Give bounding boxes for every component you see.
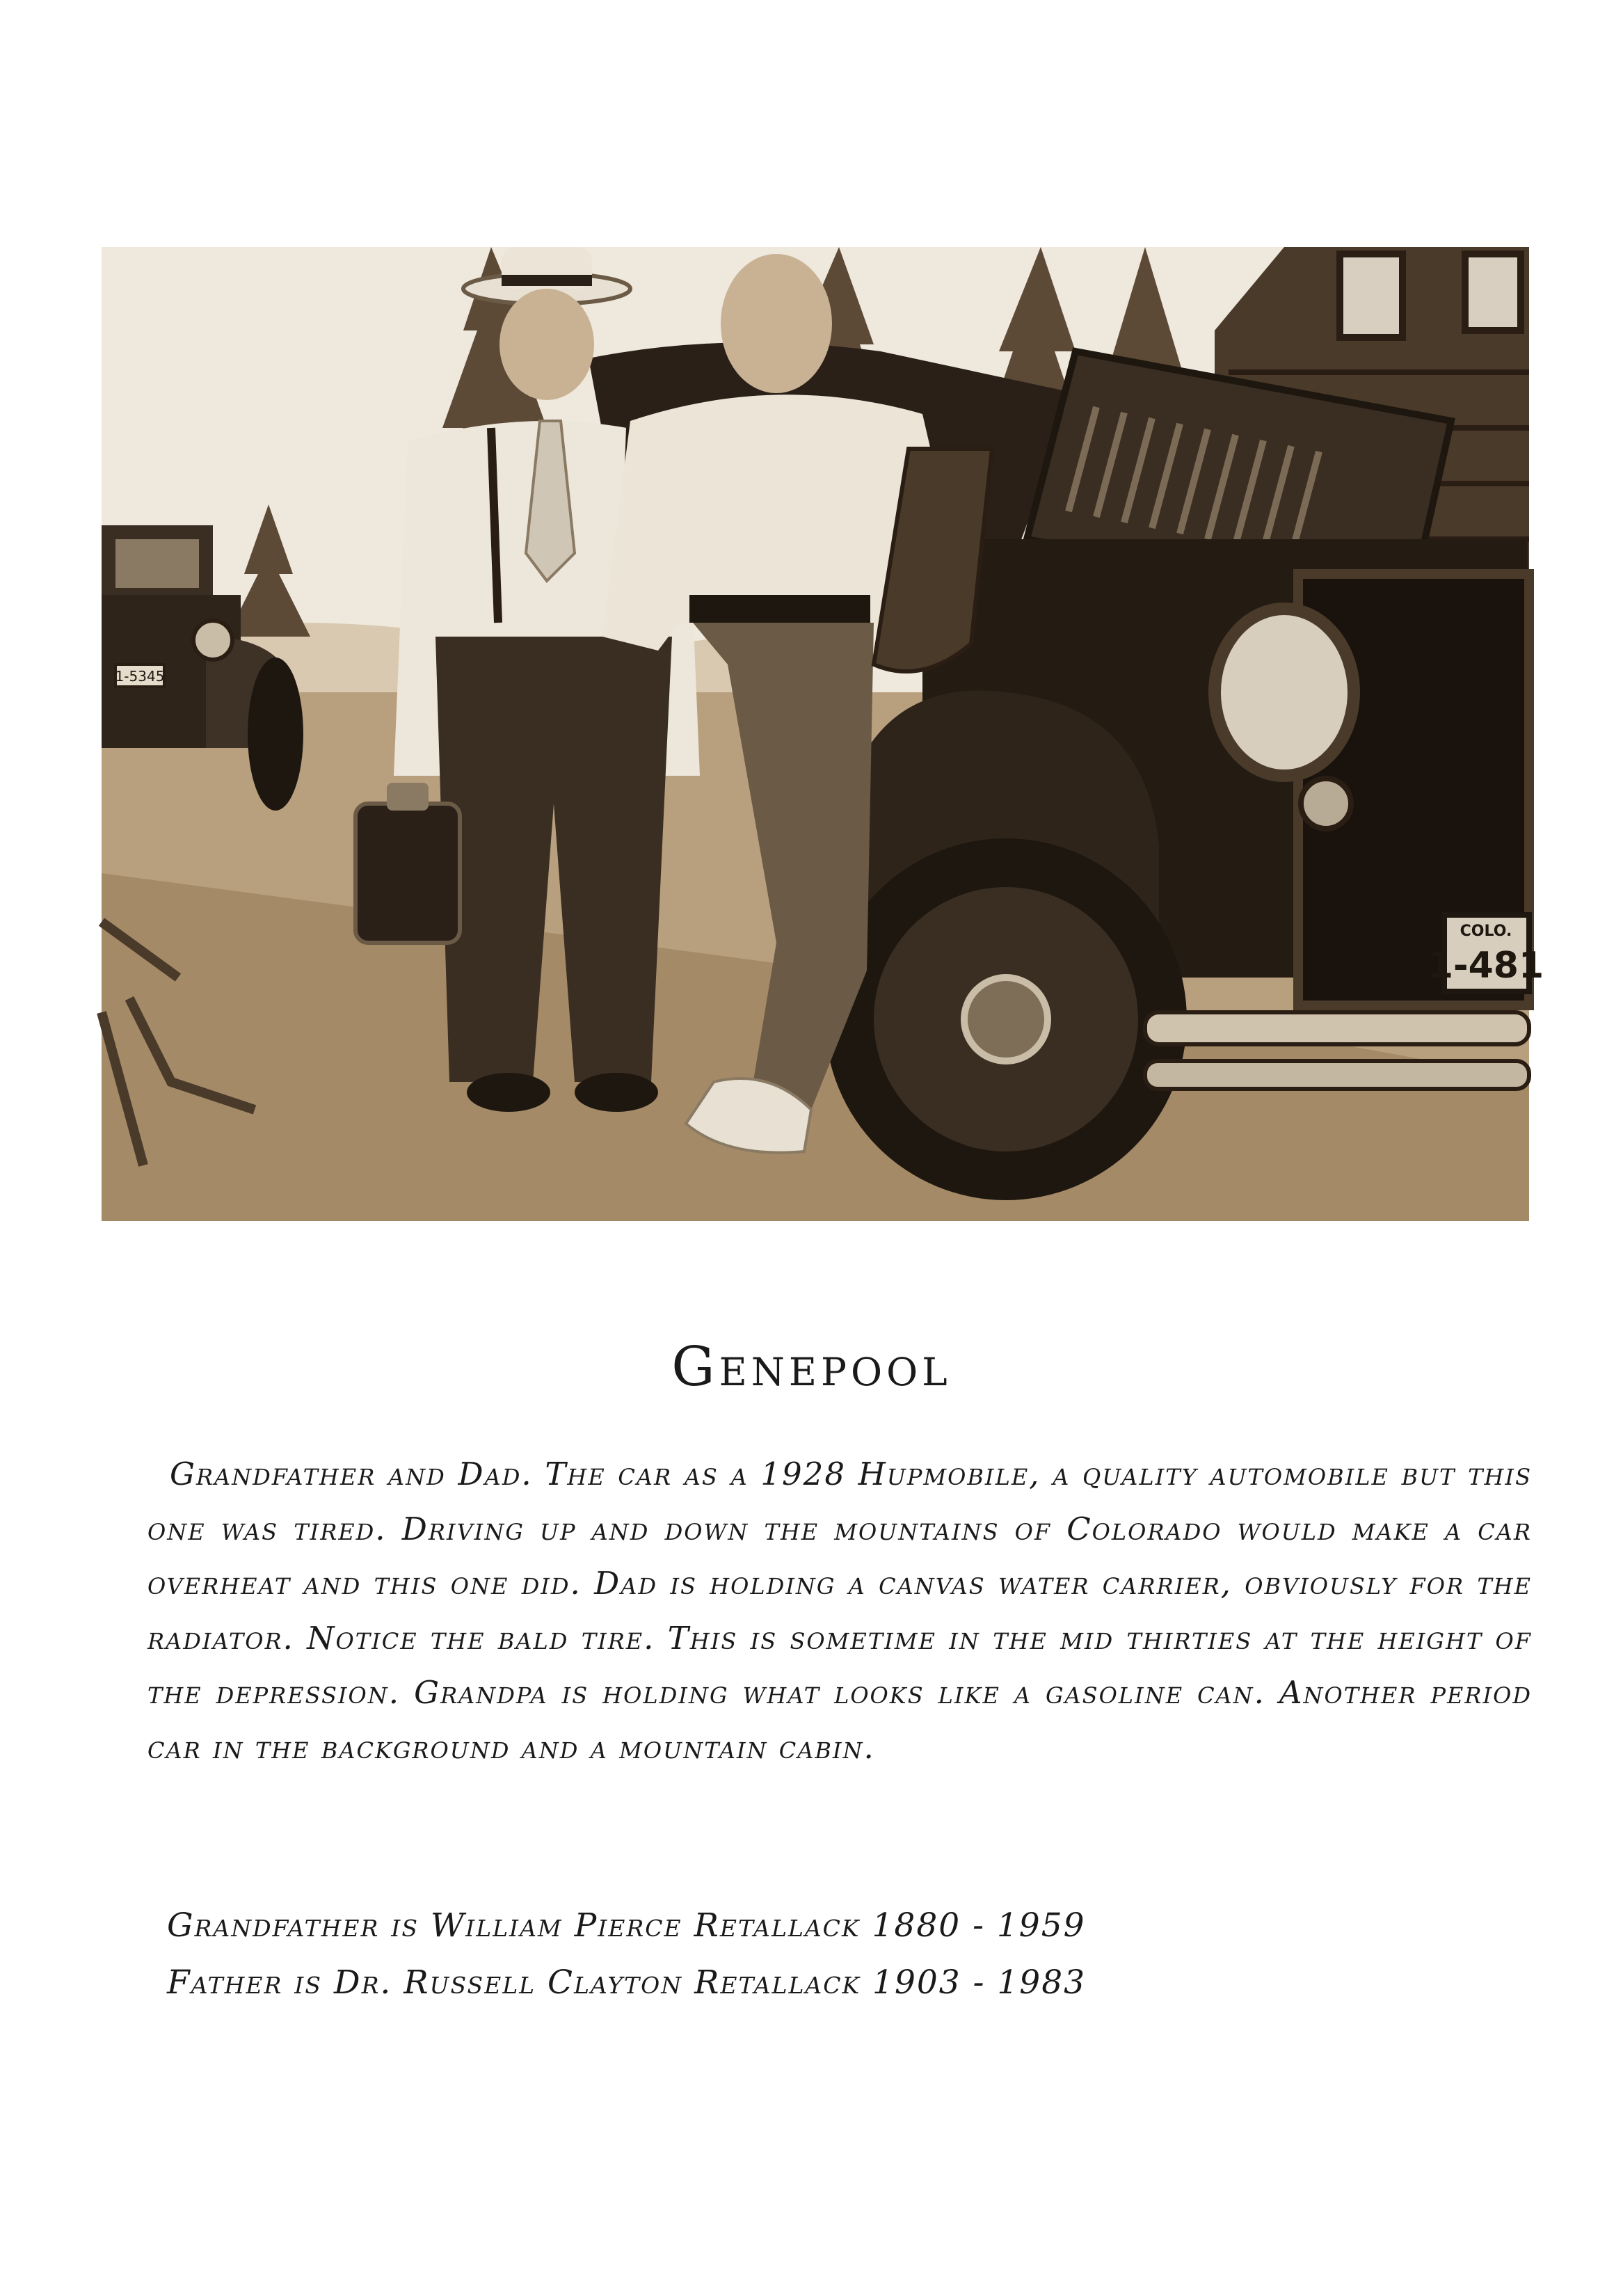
license-plate-state: COLO. bbox=[1460, 923, 1512, 940]
sepia-photo-illustration bbox=[102, 247, 1544, 1221]
credit-grandfather: Grandfather is William Pierce Retallack 1880 - 1959 bbox=[167, 1906, 1086, 1945]
license-plate-number: 1-481 bbox=[1428, 945, 1544, 987]
background-car-plate: 1-5345 bbox=[115, 668, 165, 685]
page-title: Genepool bbox=[671, 1336, 952, 1398]
credit-father: Father is Dr. Russell Clayton Retallack 1903 - 1983 bbox=[167, 1963, 1087, 2002]
photo-caption: Grandfather and Dad. The car as a 1928 Hupmobile, a quality automobile but this one was tired. Driving up and down the mountains of Colorado would make a car overheat and this one did. Dad is holding a canvas water carrier, obviously for the radiator. Notice the bald tire. This is sometime in the mid thirties at the height of the depression. Grandpa is holding what looks like a gasoline can. Another period car in the background and a mountain cabin. bbox=[147, 1456, 1532, 1766]
family-photo bbox=[102, 247, 1544, 1221]
